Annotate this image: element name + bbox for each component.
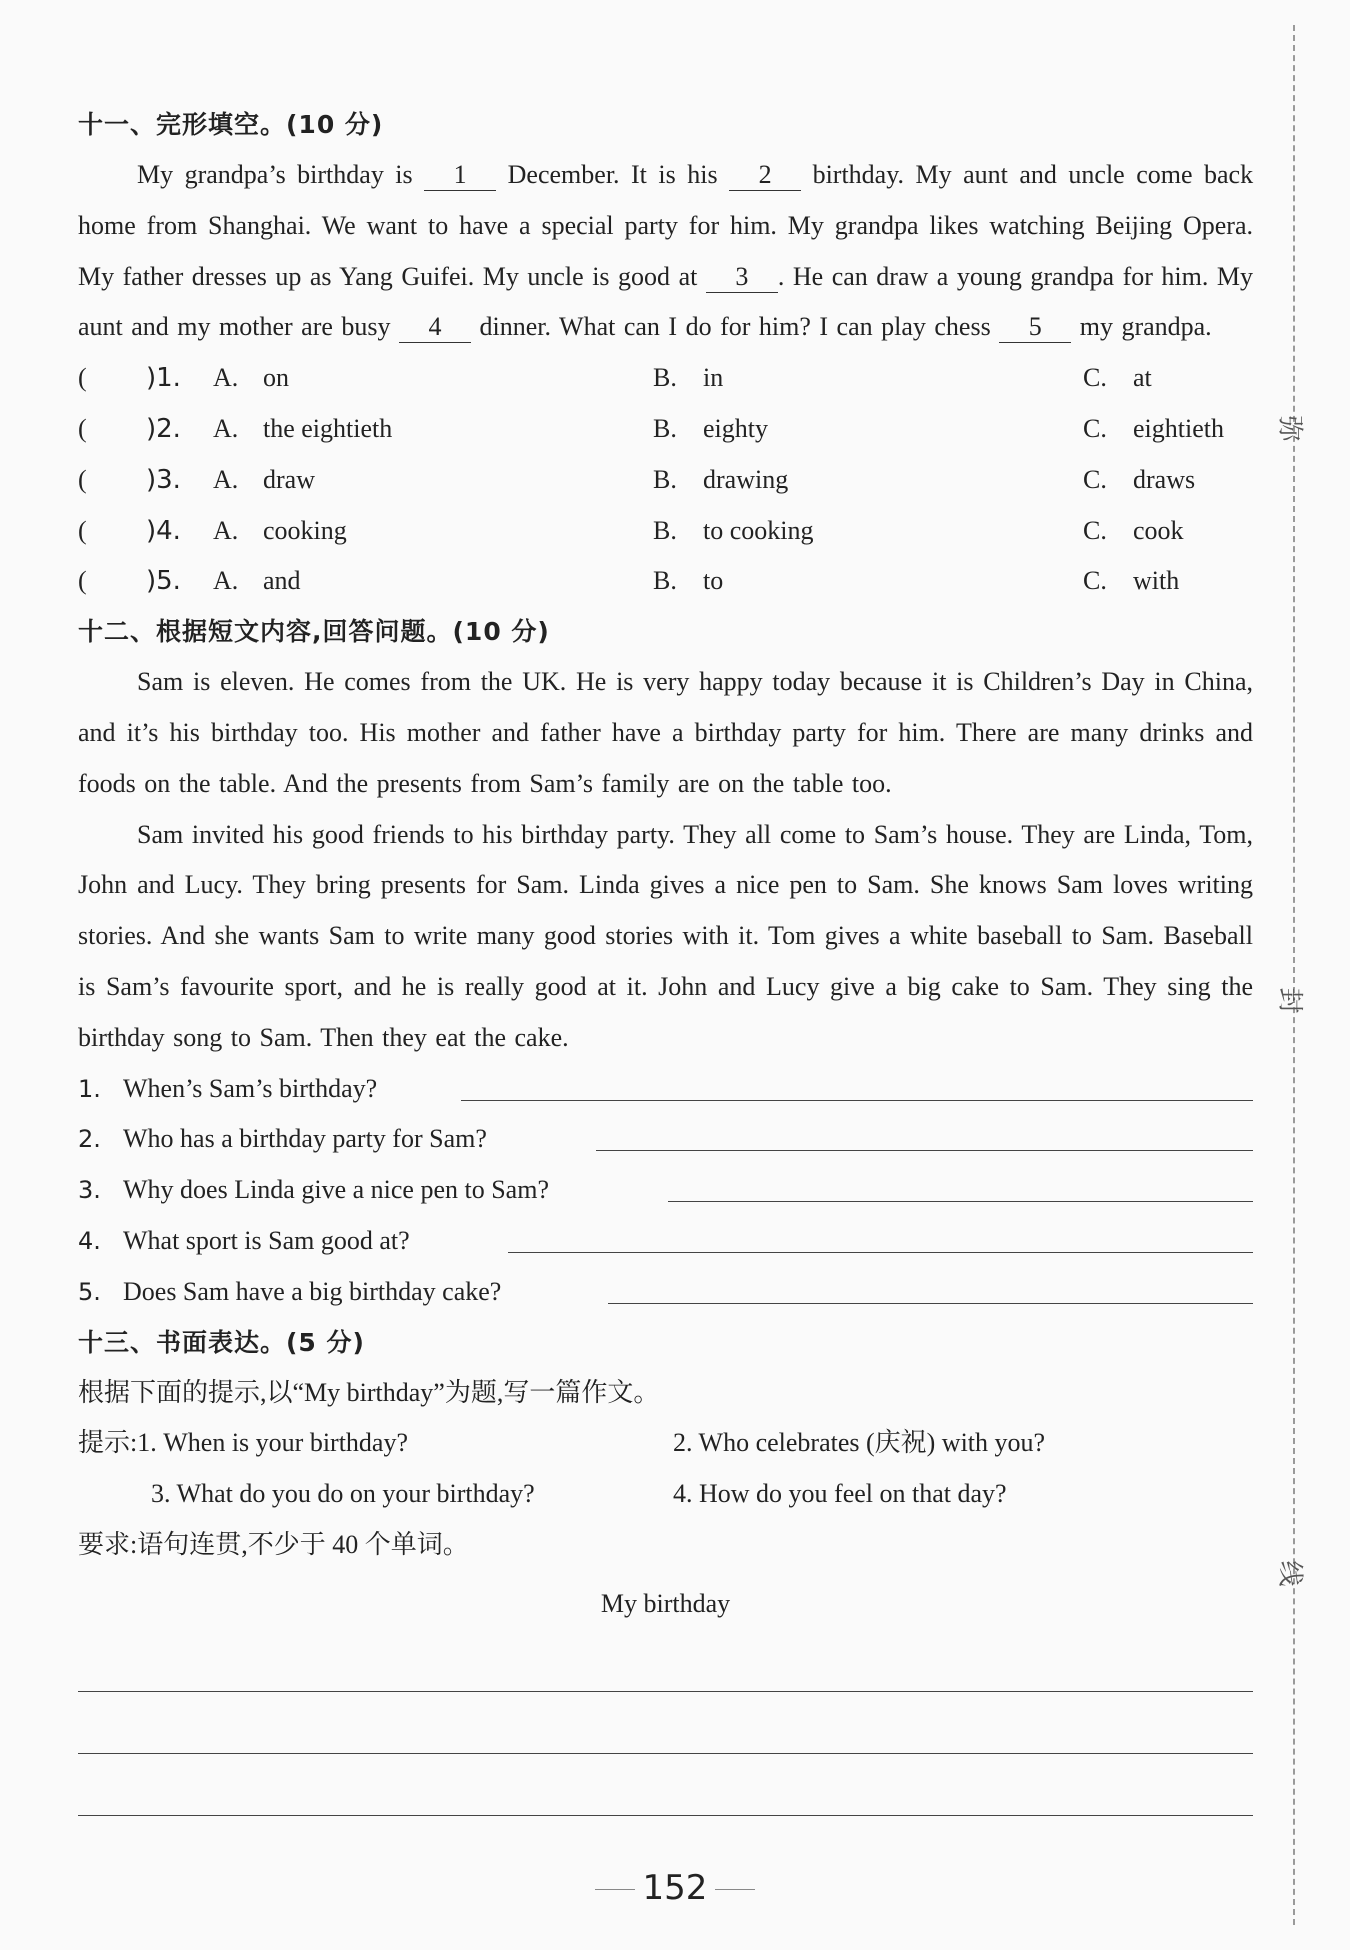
reading-question-row	[78, 1267, 1253, 1318]
option-c[interactable]: draws	[1133, 464, 1196, 494]
option-b-label: B.	[653, 363, 677, 393]
cloze-question-row	[78, 455, 1253, 506]
page-number-dash-right	[715, 1889, 755, 1890]
option-c-label: C.	[1083, 464, 1107, 494]
cloze-question-row	[78, 506, 1253, 557]
section-11-title: 十一、完形填空。(10 分)	[78, 110, 384, 139]
option-c-label: C.	[1083, 413, 1107, 443]
cloze-question-row	[78, 556, 1253, 607]
gutter-mark-xian: 线	[1274, 1560, 1305, 1587]
question-number: )4.	[146, 515, 181, 546]
option-c-label: C.	[1083, 515, 1107, 545]
hint-2: 2. Who celebrates (庆祝) with you?	[673, 1428, 1046, 1458]
option-a[interactable]: cooking	[263, 515, 347, 545]
cloze-passage	[78, 150, 1253, 353]
answer-paren[interactable]: (	[78, 464, 87, 494]
section-13-title: 十三、书面表达。(5 分)	[78, 1327, 365, 1357]
hint-label: 提示:	[78, 1428, 138, 1458]
option-b[interactable]: to	[703, 566, 724, 596]
option-c-label: C.	[1083, 566, 1107, 596]
cloze-blank-2[interactable]: 2	[729, 160, 801, 191]
reading-question-row	[78, 1064, 1253, 1115]
hint-1: 1. When is your birthday?	[137, 1428, 408, 1458]
question-text: What sport is Sam good at?	[123, 1225, 410, 1255]
option-a-label: A.	[213, 363, 239, 393]
question-number: )3.	[146, 464, 181, 495]
option-b-label: B.	[653, 566, 677, 596]
reading-question-row	[78, 1216, 1253, 1267]
question-text: Does Sam have a big birthday cake?	[123, 1276, 502, 1306]
option-a-label: A.	[213, 515, 239, 545]
question-number: )5.	[146, 566, 181, 597]
cloze-text-6: my grandpa.	[1079, 312, 1212, 342]
reading-question-row	[78, 1165, 1253, 1216]
option-b-label: B.	[653, 413, 677, 443]
option-a[interactable]: on	[263, 363, 289, 393]
answer-line[interactable]	[596, 1150, 1253, 1151]
page-number	[0, 1868, 1350, 1908]
cloze-blank-1[interactable]: 1	[424, 160, 496, 191]
question-number: 2.	[78, 1125, 101, 1154]
question-number: 3.	[78, 1176, 101, 1205]
option-a[interactable]: and	[263, 566, 301, 596]
answer-paren[interactable]: (	[78, 413, 87, 443]
essay-title: My birthday	[600, 1588, 731, 1618]
answer-line[interactable]	[668, 1201, 1253, 1202]
cloze-question-row	[78, 353, 1253, 404]
option-b[interactable]: eighty	[703, 413, 768, 443]
option-b[interactable]: to cooking	[703, 515, 814, 545]
hint-row-1	[78, 1418, 1253, 1469]
option-b-label: B.	[653, 515, 677, 545]
page-number-dash-left	[595, 1889, 635, 1890]
answer-line[interactable]	[608, 1303, 1253, 1304]
option-c[interactable]: at	[1133, 363, 1152, 393]
question-number: )2.	[146, 413, 181, 444]
question-text: Who has a birthday party for Sam?	[123, 1124, 487, 1154]
question-number: 5.	[78, 1277, 101, 1306]
answer-paren[interactable]: (	[78, 515, 87, 545]
option-b[interactable]: drawing	[703, 464, 789, 494]
cloze-blank-4[interactable]: 4	[399, 312, 471, 343]
binding-line	[1293, 25, 1295, 1925]
option-b[interactable]: in	[703, 363, 724, 393]
option-a-label: A.	[213, 566, 239, 596]
gutter-mark-mi: 弥	[1274, 415, 1305, 442]
cloze-text-5: dinner. What can I do for him? I can play chess	[479, 312, 991, 342]
reading-question-row	[78, 1114, 1253, 1165]
page-number-text: 152	[642, 1868, 708, 1908]
gutter-mark-feng: 封	[1274, 987, 1305, 1014]
essay-writing-line[interactable]	[78, 1630, 1253, 1692]
cloze-text-3: birthday. My aunt and uncle come back home from Shanghai. We want to have a special party for him. My grandpa likes watching Beijing Opera. My father dresses up as Yang Guifei. My uncle is good at	[78, 160, 1254, 291]
cloze-text-2: December. It is his	[507, 160, 718, 189]
answer-line[interactable]	[461, 1100, 1253, 1101]
hint-4: 4. How do you feel on that day?	[673, 1479, 1007, 1509]
essay-writing-line[interactable]	[78, 1692, 1253, 1754]
cloze-blank-3[interactable]: 3	[706, 262, 778, 293]
answer-paren[interactable]: (	[78, 363, 87, 393]
writing-requirement: 要求:语句连贯,不少于 40 个单词。	[78, 1529, 469, 1559]
writing-instruction: 根据下面的提示,以“My birthday”为题,写一篇作文。	[78, 1377, 660, 1407]
cloze-text-1: My grandpa’s birthday is	[137, 160, 413, 189]
option-a[interactable]: the eightieth	[263, 413, 393, 443]
cloze-text-4: . He can draw a young grandpa for him. My aunt and my mother are busy	[78, 261, 1254, 342]
answer-line[interactable]	[508, 1252, 1253, 1253]
worksheet-content	[78, 100, 1253, 1816]
reading-paragraph-1: Sam is eleven. He comes from the UK. He is very happy today because it is Children’s Day in China, and it’s his birthday too. His mother and father have a birthday party for him. There are many drinks and foods on the table. And the presents from Sam’s family are on the table too.	[78, 667, 1253, 798]
question-text: Why does Linda give a nice pen to Sam?	[123, 1175, 549, 1205]
option-a[interactable]: draw	[263, 464, 315, 494]
option-a-label: A.	[213, 464, 239, 494]
reading-paragraph-2: Sam invited his good friends to his birthday party. They all come to Sam’s house. They are Linda, Tom, John and Lucy. They bring presents for Sam. Linda gives a nice pen to Sam. She knows Sam loves writing stories. And she wants Sam to write many good stories with it. Tom gives a white baseball to Sam. Baseball is Sam’s favourite sport, and he is really good at it. John and Lucy give a big cake to Sam. They sing the birthday song to Sam. Then they eat the cake.	[78, 819, 1253, 1052]
option-c-label: C.	[1083, 363, 1107, 393]
essay-writing-line[interactable]	[78, 1754, 1253, 1816]
question-text: When’s Sam’s birthday?	[123, 1073, 378, 1103]
option-c[interactable]: with	[1133, 566, 1180, 596]
option-c[interactable]: eightieth	[1133, 413, 1224, 443]
cloze-question-row	[78, 404, 1253, 455]
option-a-label: A.	[213, 413, 239, 443]
option-b-label: B.	[653, 464, 677, 494]
hint-3: 3. What do you do on your birthday?	[151, 1479, 535, 1509]
question-number: 1.	[78, 1074, 101, 1103]
question-number: 4.	[78, 1226, 101, 1255]
cloze-blank-5[interactable]: 5	[999, 312, 1071, 343]
section-12-title: 十二、根据短文内容,回答问题。(10 分)	[78, 617, 550, 647]
question-number: )1.	[146, 363, 181, 394]
answer-paren[interactable]: (	[78, 566, 87, 596]
option-c[interactable]: cook	[1133, 515, 1184, 545]
hint-row-2	[78, 1469, 1253, 1520]
